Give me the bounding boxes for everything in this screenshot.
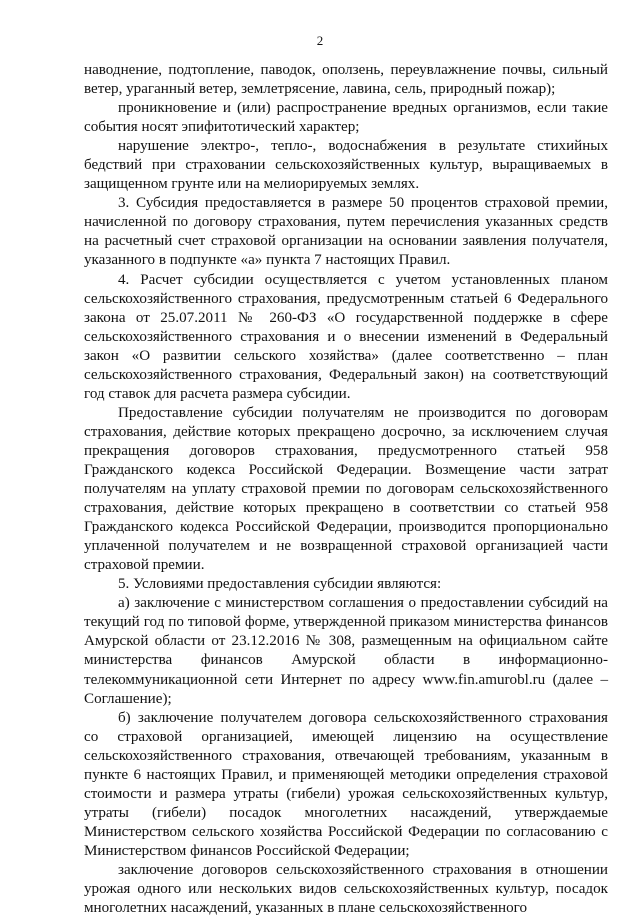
paragraph-list-continuation: наводнение, подтопление, паводок, оползень, переувлажнение почвы, сильный ветер, ураганный ветер, землетрясение, лавина, сель, природный пожар);: [84, 62, 608, 98]
paragraph-clause-4: 4. Расчет субсидии осуществляется с учетом установленных планом сельскохозяйственного страхования, предусмотренным статьей 6 Федерального закона от 25.07.2011 № 260-ФЗ «О государственной поддержке в сфере сельскохозяйственного страхования и о внесении изменений в Федеральный закон «О развитии сельского хозяйства» (далее соответственно – план сельскохозяйственного страхования, Федеральный закон) на соответствующий год ставок для расчета размера субсидии.: [84, 271, 608, 402]
document-body: [84, 61, 608, 918]
paragraph-clause-5: 5. Условиями предоставления субсидии являются:: [118, 576, 442, 593]
page-number: 2: [316, 33, 324, 48]
paragraph-condition-a: а) заключение с министерством соглашения о предоставлении субсидий на текущий год по типовой форме, утвержденной приказом министерства финансов Амурской области от 23.12.2016 № 308, размещенным на официальном сайте министерства финансов Амурской области в информационно-телекоммуникационной сети Интернет по адресу www.fin.amurobl.ru (далее – Соглашение);: [84, 595, 608, 707]
paragraph-clause-3: 3. Субсидия предоставляется в размере 50 процентов страховой премии, начисленной по договору страхования, путем перечисления указанных средств на расчетный счет страховой организации на основании заявления получателя, указанного в подпункте «а» пункта 7 настоящих Правил.: [84, 195, 608, 269]
paragraph-early-termination: Предоставление субсидии получателям не производится по договорам страхования, действие которых прекращено досрочно, за исключением случая прекращения договоров страхования, предусмотренного статьей 958 Гражданского кодекса Российской Федерации. Возмещение части затрат получателям на уплату страховой премии по договорам сельскохозяйственного страхования, действие которых прекращено в соответствии со статьей 958 Гражданского кодекса Российской Федерации, производится пропорционально уплаченной получателем и не возвращенной страховой организацией части страховой премии.: [84, 404, 608, 574]
paragraph-condition-b: б) заключение получателем договора сельскохозяйственного страхования со страховой организацией, имеющей лицензию на осуществление сельскохозяйственного страхования, отвечающей требованиям, указанным в пункте 6 настоящих Правил, и применяющей методики определения страховой стоимости и размера утраты (гибели) урожая сельскохозяйственных культур, утраты (гибели) посадок многолетних насаждений, утверждаемые Министерством сельского хозяйства Российской Федерации по согласованию с Министерством финансов Российской Федерации;: [84, 709, 608, 859]
paragraph-crop-contracts: заключение договоров сельскохозяйственного страхования в отношении урожая одного или нескольких видов сельскохозяйственных культур, посадок многолетних насаждений, указанных в плане сельскохозяйственного: [84, 861, 608, 917]
paragraph-pests: проникновение и (или) распространение вредных организмов, если такие события носят эпифитотический характер;: [84, 100, 608, 136]
paragraph-utility-failure: нарушение электро-, тепло-, водоснабжения в результате стихийных бедствий при страховании сельскохозяйственных культур, выращиваемых в защищенном грунте или на мелиорируемых землях.: [84, 138, 608, 193]
